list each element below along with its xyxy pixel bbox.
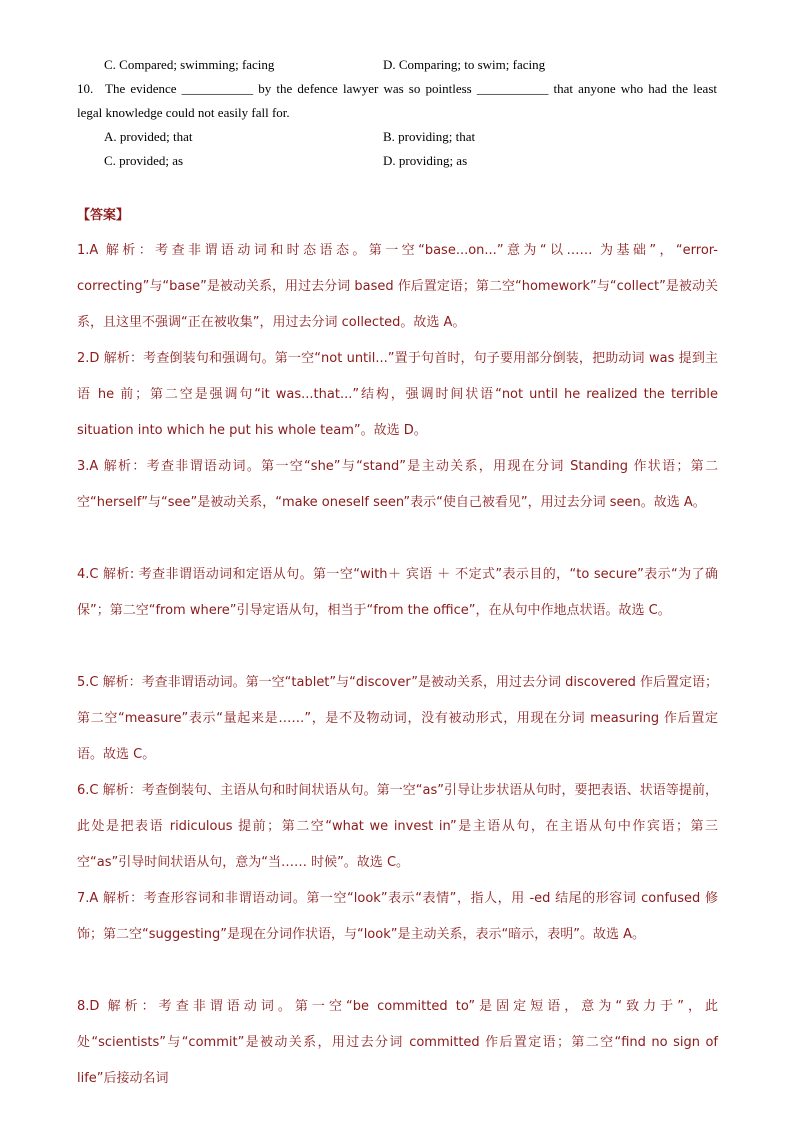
q10-stem-line1: The evidence ___________ by the defence lawyer was so pointless ___________ that anyone who had the least xyxy=(105,81,717,96)
answer-item-7: 7.A 解析：考查形容词和非谓语动词。第一空“look”表示“表情”，指人，用 -ed 结尾的形容词 confused 修饰；第二空“suggesting”是现在分词作状语，与“look”是主动关系，表示“暗示，表明”。故选 A。 xyxy=(77,891,718,942)
q9-option-d: D. Comparing; to swim; facing xyxy=(383,57,546,72)
answer-item-8: 8.D 解析：考查非谓语动词。第一空“be committed to”是固定短语，意为“致力于”，此处“scientists”与“commit”是被动关系，用过去分词 committed 作后置定语；第二空“find no sign of life”后接动名词 xyxy=(77,999,718,1086)
answer-item-2: 2.D 解析：考查倒装句和强调句。第一空“not until...”置于句首时，句子要用部分倒装，把助动词 was 提到主语 he 前；第二空是强调句“it was...that...”结构，强调时间状语“not until he realized the terrible situation into which he put his whole team”。故选 D。 xyxy=(77,351,718,438)
answer-heading: 【答案】 xyxy=(77,207,130,222)
answer-item-5: 5.C 解析：考查非谓语动词。第一空“tablet”与“discover”是被动关系，用过去分词 discovered 作后置定语；第二空“measure”表示“量起来是……”，是不及物动词，没有被动形式，用现在分词 measuring 作后置定语。故选 C。 xyxy=(77,675,718,762)
q10-option-b: B. providing; that xyxy=(383,129,476,144)
q10-stem-line2: legal knowledge could not easily fall for. xyxy=(77,105,290,120)
q10-number: 10. xyxy=(77,81,94,96)
q9-option-c: C. Compared; swimming; facing xyxy=(104,57,275,72)
q10-option-d: D. providing; as xyxy=(383,153,468,168)
answer-item-4: 4.C 解析: 考查非谓语动词和定语从句。第一空“with＋ 宾语 ＋ 不定式”表示目的，“to secure”表示“为了确保”；第二空“from where”引导定语从句，相当于“from the office”，在从句中作地点状语。故选 C。 xyxy=(77,567,718,618)
answer-item-6: 6.C 解析：考查倒装句、主语从句和时间状语从句。第一空“as”引导让步状语从句时，要把表语、状语等提前，此处是把表语 ridiculous 提前；第二空“what we invest in”是主语从句，在主语从句中作宾语；第三空“as”引导时间状语从句，意为“当…… 时候”。故选 C。 xyxy=(77,783,718,870)
answer-item-3: 3.A 解析：考查非谓语动词。第一空“she”与“stand”是主动关系，用现在分词 Standing 作状语；第二空“herself”与“see”是被动关系，“make oneself seen”表示“使自己被看见”，用过去分词 seen。故选 A。 xyxy=(77,459,718,510)
q10-option-c: C. provided; as xyxy=(104,153,184,168)
q10-option-a: A. provided; that xyxy=(104,129,193,144)
answer-item-1: 1.A 解析：考查非谓语动词和时态语态。第一空“base...on...”意为“以…… 为基础”，“error-correcting”与“base”是被动关系，用过去分词 based 作后置定语；第二空“homework”与“collect”是被动关系，且这里不强调“正在被收集”，用过去分词 collected。故选 A。 xyxy=(77,243,718,330)
